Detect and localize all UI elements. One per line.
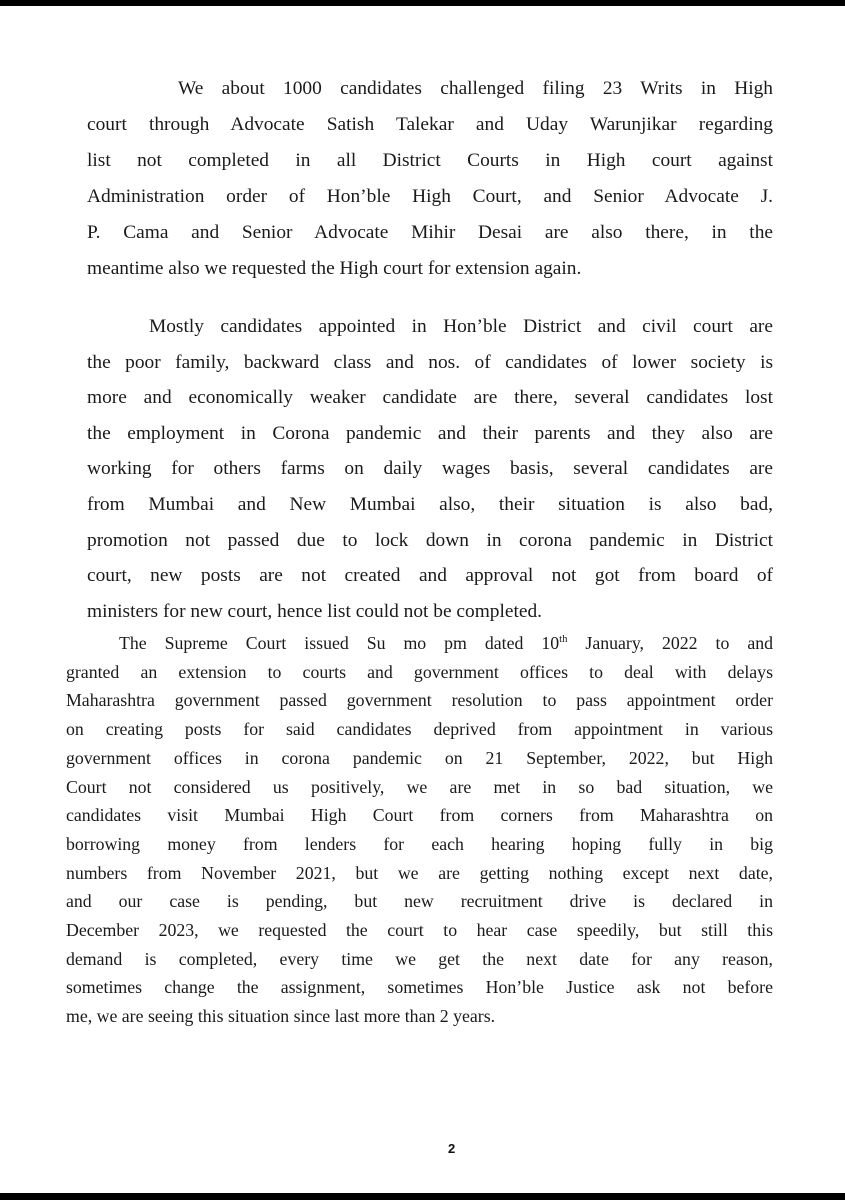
text-line: meantime also we requested the High court for extension again. [87, 258, 582, 279]
scan-bottom-border [0, 1193, 845, 1200]
text-line: court, new posts are not created and approval not got from board of [87, 565, 773, 587]
text-line: Administration order of Hon’ble High Court, and Senior Advocate J. [87, 186, 773, 207]
text-line: Mostly candidates appointed in Hon’ble District and civil court are [149, 316, 773, 337]
text-line: the poor family, backward class and nos. of candidates of lower society is [87, 351, 773, 373]
text-line: and our case is pending, but new recruitment drive is declared in [66, 891, 773, 912]
text-fragment: January, 2022 to and [567, 633, 773, 653]
text-line: from Mumbai and New Mumbai also, their situation is also bad, [87, 493, 773, 515]
text-line: P. Cama and Senior Advocate Mihir Desai are also there, in the [87, 222, 773, 243]
text-line: December 2023, we requested the court to hear case speedily, but still this [66, 920, 773, 941]
ordinal-suffix: th [559, 633, 568, 646]
text-line: sometimes change the assignment, sometimes Hon’ble Justice ask not before [66, 977, 773, 998]
text-line: court through Advocate Satish Talekar and Uday Warunjikar regarding [87, 114, 773, 135]
paragraph-candidates-situation [87, 309, 773, 629]
text-line: ministers for new court, hence list could not be completed. [87, 600, 543, 622]
text-line: We about 1000 candidates challenged filing 23 Writs in High [178, 78, 773, 99]
text-line: Court not considered us positively, we are met in so bad situation, we [66, 776, 773, 797]
text-line: numbers from November 2021, but we are getting nothing except next date, [66, 862, 773, 883]
text-line: more and economically weaker candidate are there, several candidates lost [87, 387, 773, 409]
paragraph-supreme-court [66, 629, 773, 1031]
text-line: granted an extension to courts and government offices to deal with delays [66, 661, 773, 682]
text-fragment: The Supreme Court issued Su mo pm dated 10 [119, 633, 560, 653]
text-line: list not completed in all District Courts in High court against [87, 150, 773, 171]
paragraph-writs [87, 71, 773, 287]
text-line: promotion not passed due to lock down in corona pandemic in District [87, 529, 773, 551]
text-line: me, we are seeing this situation since last more than 2 years. [66, 1006, 496, 1027]
text-line: demand is completed, every time we get the next date for any reason, [66, 948, 773, 969]
text-line: government offices in corona pandemic on 21 September, 2022, but High [66, 747, 773, 768]
text-line: borrowing money from lenders for each hearing hoping fully in big [66, 833, 773, 854]
text-line: Maharashtra government passed government resolution to pass appointment order [66, 690, 773, 711]
text-line [66, 629, 773, 658]
page-number: 2 [448, 1141, 456, 1156]
text-line: on creating posts for said candidates deprived from appointment in various [66, 719, 773, 740]
text-line: the employment in Corona pandemic and their parents and they also are [87, 422, 773, 444]
text-line: candidates visit Mumbai High Court from corners from Maharashtra on [66, 805, 773, 826]
text-line: working for others farms on daily wages basis, several candidates are [87, 458, 773, 480]
